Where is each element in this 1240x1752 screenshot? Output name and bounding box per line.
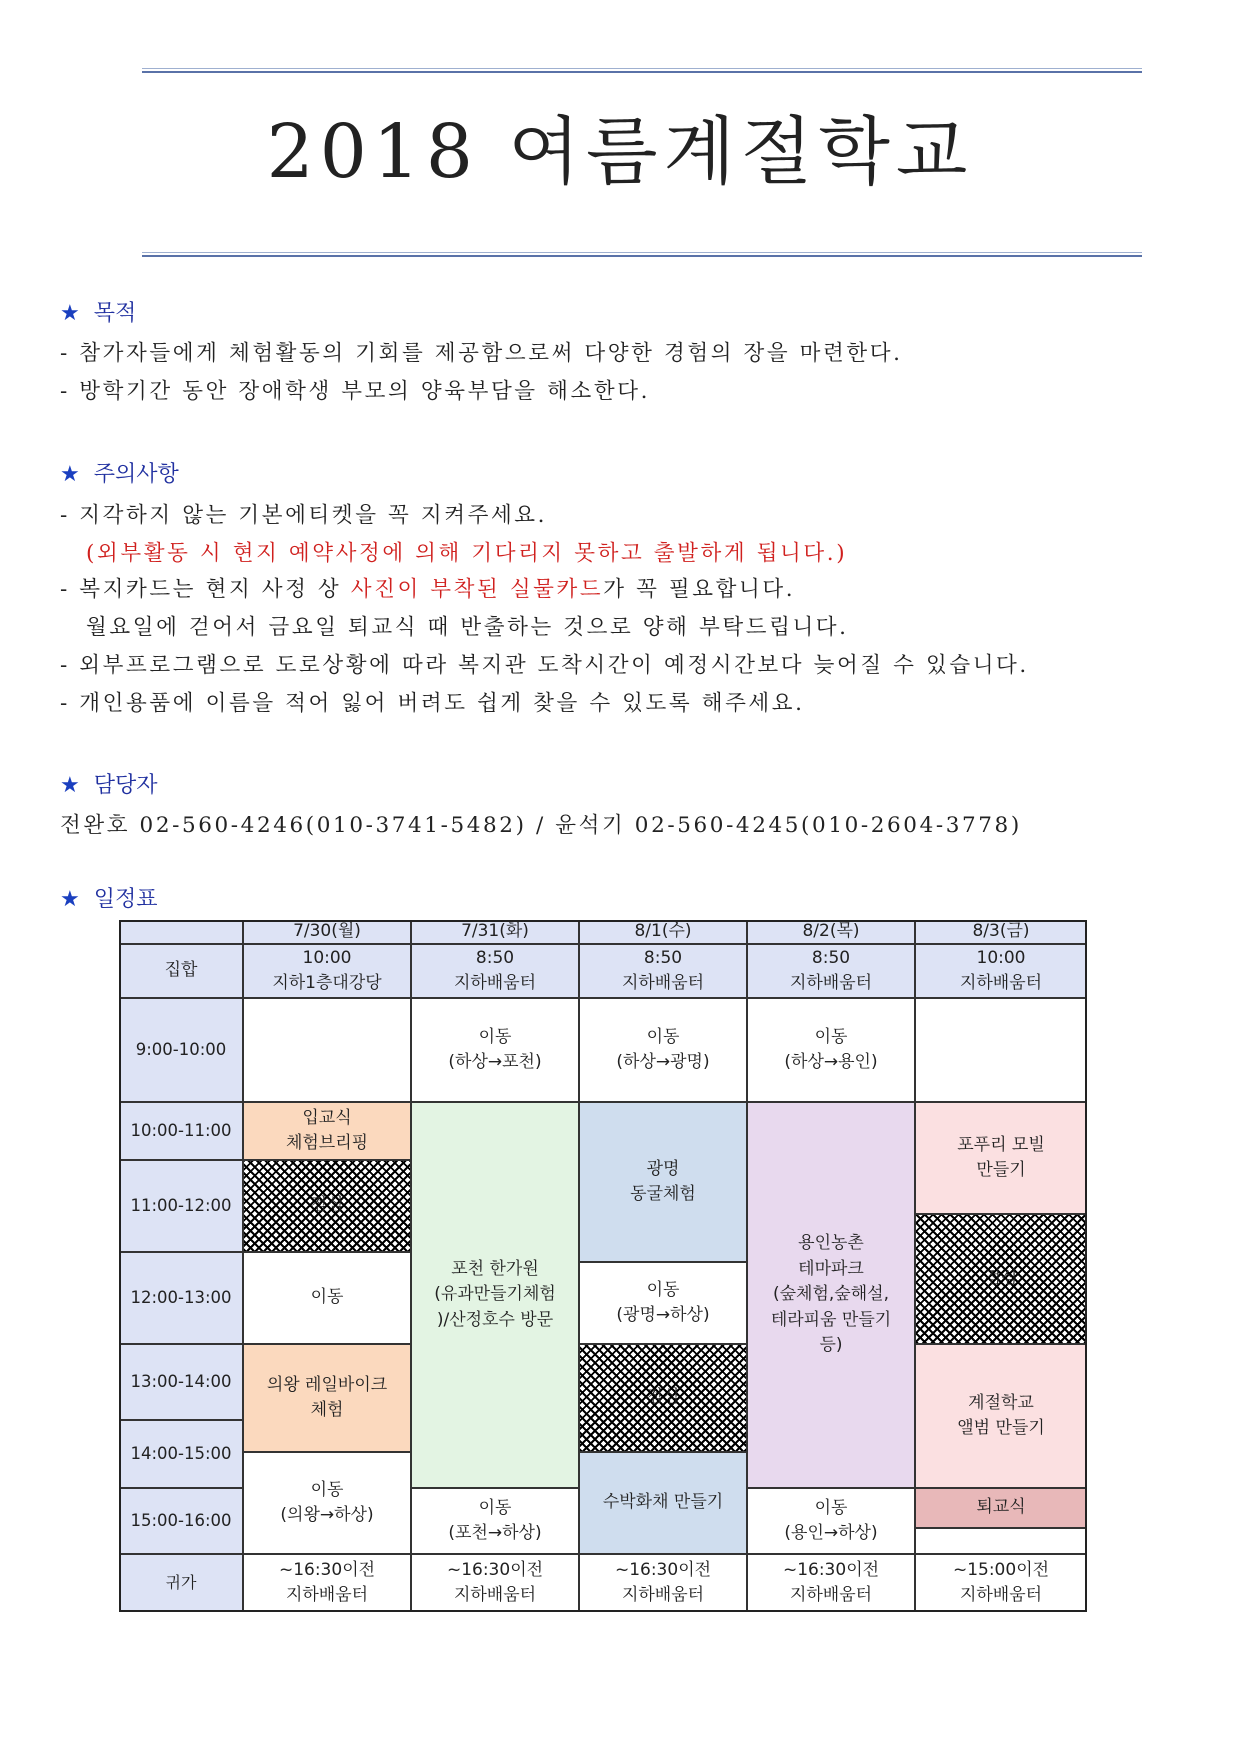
activity-text: 앨범 만들기 (957, 1418, 1045, 1438)
activity-text: 만들기 (976, 1160, 1026, 1180)
gather-time: 8:50 (811, 947, 851, 968)
day-header: 8/1(수) (579, 920, 747, 944)
time-label: 15:00-16:00 (119, 1488, 243, 1554)
move-cell (243, 1252, 411, 1344)
activity-text: 의왕 레일바이크 (266, 1374, 388, 1395)
return-label-text: 귀가 (165, 1573, 197, 1592)
activity-text: )/산정호수 방문 (436, 1309, 554, 1330)
return-place: 지하배움터 (959, 1585, 1043, 1605)
star-icon: ★ (60, 773, 80, 798)
notes-line-2-warning: (외부활동 시 현지 예약사정에 의해 기다리지 못하고 출발하게 됩니다.) (86, 541, 848, 566)
gather-cell (411, 944, 579, 998)
time-label: 12:00-13:00 (119, 1252, 243, 1344)
return-cell (915, 1554, 1087, 1612)
move-cell (411, 998, 579, 1102)
section-schedule-heading (60, 882, 158, 913)
gather-cell (915, 944, 1087, 998)
gather-place: 지하배움터 (959, 973, 1043, 993)
gather-place: 지하배움터 (453, 973, 537, 993)
activity-text: 이동 (310, 1287, 344, 1308)
notes-line-5: - 외부프로그램으로 도로상황에 따라 복지관 도착시간이 예정시간보다 늦어질 수 있습니다. (60, 653, 1029, 678)
activity-text: 수박화채 만들기 (602, 1492, 724, 1513)
lunch-cell (243, 1160, 411, 1252)
return-place: 지하배움터 (285, 1585, 369, 1605)
day-header: 7/31(화) (411, 920, 579, 944)
move-cell (243, 1452, 411, 1554)
activity-text: 점심 (646, 1387, 680, 1408)
return-cell (579, 1554, 747, 1612)
notes-line-1: - 지각하지 않는 기본에티켓을 꼭 지켜주세요. (60, 503, 548, 528)
section-purpose-heading (60, 296, 136, 327)
time-label: 10:00-11:00 (119, 1102, 243, 1160)
day-header: 7/30(월) (243, 920, 411, 944)
activity-potpourri (915, 1102, 1087, 1214)
gather-time: 10:00 (302, 947, 352, 968)
move-cell (747, 1488, 915, 1554)
activity-text: 포푸리 모빌 (957, 1134, 1045, 1155)
gather-place: 지하1층대강당 (272, 973, 382, 993)
return-label (119, 1554, 243, 1612)
day-header: 8/2(목) (747, 920, 915, 944)
section-contact-heading (60, 768, 158, 799)
time-label: 13:00-14:00 (119, 1344, 243, 1420)
section-heading-text: 목적 (93, 301, 137, 326)
gather-time: 10:00 (976, 947, 1026, 968)
activity-yongin (747, 1102, 915, 1488)
activity-text: 계절학교 (968, 1392, 1034, 1413)
activity-text: 퇴교식 (976, 1497, 1026, 1518)
activity-text: 이동 (310, 1479, 344, 1500)
return-place: 지하배움터 (453, 1585, 537, 1605)
activity-text: 광명 (646, 1158, 680, 1179)
gather-place: 지하배움터 (789, 973, 873, 993)
gather-cell (747, 944, 915, 998)
activity-text: 입교식 (302, 1107, 352, 1128)
gather-label (119, 944, 243, 998)
gather-cell (243, 944, 411, 998)
star-icon: ★ (60, 462, 80, 487)
move-cell (579, 1262, 747, 1344)
move-cell (747, 998, 915, 1102)
notes-line-3-highlight: 사진이 부착된 실물카드 (350, 577, 604, 602)
activity-text: (하상→광명) (616, 1052, 710, 1072)
day-header: 8/3(금) (915, 920, 1087, 944)
return-cell (411, 1554, 579, 1612)
notes-line-3 (60, 572, 795, 603)
gather-cell (579, 944, 747, 998)
time-label: 9:00-10:00 (119, 998, 243, 1102)
lunch-cell (915, 1214, 1087, 1344)
return-time: ~16:30이전 (614, 1559, 712, 1580)
return-time: ~16:30이전 (278, 1559, 376, 1580)
activity-text: 점심 (984, 1268, 1018, 1289)
activity-text: 체험 (310, 1400, 344, 1420)
notes-line-3-end: 가 꼭 필요합니다. (603, 577, 796, 602)
purpose-line-1: - 참가자들에게 체험활동의 기회를 제공함으로써 다양한 경험의 장을 마련한다. (60, 341, 903, 366)
activity-text: (유과만들기체험 (434, 1284, 556, 1305)
star-icon: ★ (60, 887, 80, 912)
return-cell (243, 1554, 411, 1612)
activity-text: (의왕→하상) (280, 1505, 374, 1525)
activity-text: 점심 (310, 1195, 344, 1216)
activity-text: 이동 (646, 1026, 680, 1047)
schedule-table (119, 920, 1087, 1612)
return-time: ~16:30이전 (446, 1559, 544, 1580)
contact-line: 전완호 02-560-4246(010-3741-5482) / 윤석기 02-560-4245(010-2604-3778) (60, 813, 1022, 838)
time-label: 14:00-15:00 (119, 1420, 243, 1488)
corner-cell (119, 920, 243, 944)
activity-opening (243, 1102, 411, 1160)
section-heading-text: 일정표 (93, 887, 158, 912)
section-heading-text: 주의사항 (93, 462, 179, 487)
activity-album (915, 1344, 1087, 1488)
empty-cell (915, 1528, 1087, 1554)
return-time: ~15:00이전 (952, 1559, 1050, 1580)
activity-cave (579, 1102, 747, 1262)
activity-text: 이동 (814, 1497, 848, 1518)
activity-text: 이동 (478, 1497, 512, 1518)
gather-place: 지하배움터 (621, 973, 705, 993)
return-time: ~16:30이전 (782, 1559, 880, 1580)
purpose-line-2: - 방학기간 동안 장애학생 부모의 양육부담을 해소한다. (60, 379, 651, 404)
gather-time: 8:50 (643, 947, 683, 968)
activity-text: 포천 한가원 (451, 1258, 539, 1279)
gather-label-text: 집합 (164, 960, 198, 981)
activity-text: (광명→하상) (616, 1305, 710, 1325)
activity-watermelon (579, 1452, 747, 1554)
activity-text: 이동 (646, 1279, 680, 1300)
activity-text: (하상→포천) (448, 1052, 542, 1072)
activity-text: 용인농촌 (798, 1233, 864, 1254)
section-notes-heading (60, 457, 179, 488)
notes-line-4: 월요일에 걷어서 금요일 퇴교식 때 반출하는 것으로 양해 부탁드립니다. (86, 615, 849, 640)
activity-text: (포천→하상) (448, 1523, 542, 1543)
activity-text: 체험브리핑 (285, 1133, 369, 1153)
activity-railbike (243, 1344, 411, 1452)
move-cell (579, 998, 747, 1102)
empty-cell (915, 998, 1087, 1102)
section-heading-text: 담당자 (93, 773, 158, 798)
activity-text: 테라피움 만들기 (770, 1309, 892, 1330)
return-place: 지하배움터 (789, 1585, 873, 1605)
page-title: 2018 여름계절학교 (266, 109, 974, 195)
notes-line-3-start: - 복지카드는 현지 사정 상 (60, 577, 351, 602)
activity-pocheon (411, 1102, 579, 1488)
activity-closing (915, 1488, 1087, 1528)
gather-time: 8:50 (475, 947, 515, 968)
activity-text: 테마파크 (798, 1258, 864, 1279)
notes-line-6: - 개인용품에 이름을 적어 잃어 버려도 쉽게 찾을 수 있도록 해주세요. (60, 691, 805, 716)
activity-text: (용인→하상) (784, 1523, 878, 1543)
activity-text: (하상→용인) (784, 1052, 878, 1072)
star-icon: ★ (60, 301, 80, 326)
activity-text: (숲체험,숲해설, (773, 1284, 889, 1305)
activity-text: 동굴체험 (630, 1184, 696, 1204)
move-cell (411, 1488, 579, 1554)
time-label: 11:00-12:00 (119, 1160, 243, 1252)
activity-text: 이동 (814, 1026, 848, 1047)
return-place: 지하배움터 (621, 1585, 705, 1605)
lunch-cell (579, 1344, 747, 1452)
empty-cell (243, 998, 411, 1102)
activity-text: 등) (819, 1335, 843, 1356)
return-cell (747, 1554, 915, 1612)
activity-text: 이동 (478, 1026, 512, 1047)
